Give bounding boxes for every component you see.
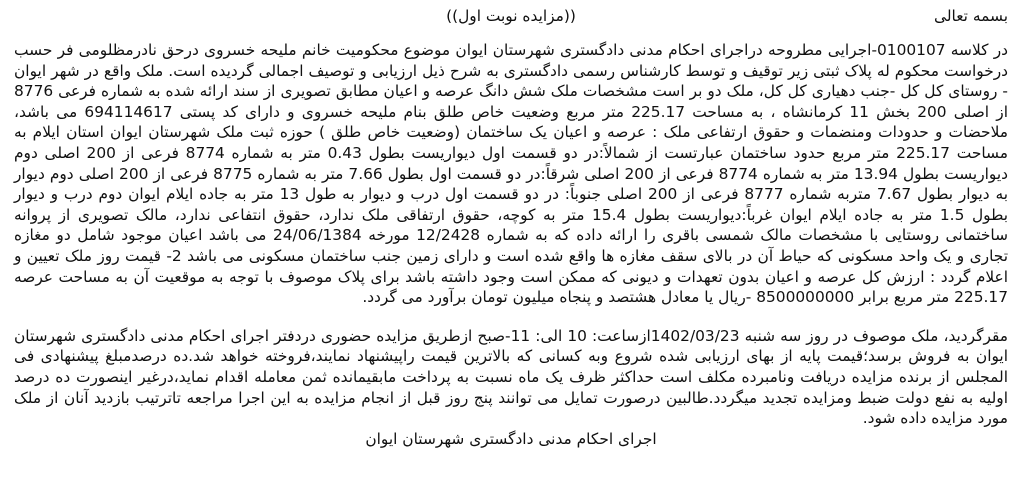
issuer-signature: اجرای احکام مدنی دادگستری شهرستان ایوان — [365, 429, 657, 448]
notice-header — [14, 6, 1008, 28]
property-description-paragraph: در کلاسه 0100107-اجرایی مطروحه دراجرای احکام مدنی دادگستری شهرستان ایوان موضوع محکومیت خانم ملیحه خسروی درحق نادرمظلومی فر حسب درخواست محکوم له پلاک ثبتی زیر توقیف و توسط کارشناس رسمی دادگستری به شرح ذیل ارزیابی و توصیف اجمالی گردیده است. ملک واقع در شهر ایوان - روستای کل کل -جنب دهیاری کل کل، ملک دو بر است مشخصات ملک شش دانگ عرصه و اعیان مطابق تصویری از سند ارائه شده به شماره فرعی 8776 از اصلی 200 بخش 11 کرمانشاه ، به مساحت 225.17 متر مربع وضعیت خاص طلق بنام ملیحه خسروی و دارای کد پستی 694114617 می باشد، ملاحضات و حدودات ومنضمات و حقوق ارتفاعی ملک : عرصه و اعیان یک ساختمان (وضعیت خاص طلق ) حوزه ثبت ملک شهرستان ایوان استان ایلام به مساحت 225.17 متر مربع حدود ساختمان عبارتست از شمالاً:در دو قسمت اول دیواریست بطول 0.43 متر به شماره 8774 فرعی از 200 اصلی دوم دیواریست بطول 13.94 متر به شماره 8774 فرعی از 200 اصلی شرقاً:در دو قسمت اول بطول 7.66 متر به شماره 8775 فرعی از 200 اصلی دوم دیوار به دیوار بطول 7.67 متربه شماره 8777 فرعی از 200 اصلی جنوباً: در دو قسمت اول درب و دیوار به طول 13 متر به جاده ایلام ایوان دوم درب و دیوار بطول 1.5 متر به جاده ایلام ایوان غرباً:دیواریست بطول 15.4 متر به کوچه، حقوق ارتفاقی ملک ندارد، حقوق انتفاعی ندارد، مالک تصویری از پروانه ساختمانی روستایی با مشخصات مالک شمسی باقری را ارائه داده که به شماره 12/2428 مورخه 24/06/1384 می باشد اعیان موجود شامل دو مغازه تجاری و یک واحد مسکونی که حیاط آن در بالای سقف مغازه ها واقع شده است و دارای زمین جنب ساختمان مسکونی می باشد 2- قیمت روز ملک تعیین و اعلام گردد : ارزش کل عرصه و اعیان بدون تعهدات و دیونی که ممکن است وجود داشته باشد برای پلاک موصوف با توجه به موقعیت آن به مساحت عرصه 225.17 متر مربع برابر 8500000000 -ریال یا معادل هشتصد و پنجاه میلیون تومان برآورد می گردد. — [14, 41, 1009, 307]
auction-terms-paragraph: مقرگردید، ملک موصوف در روز سه شنبه 1402/03/23ازساعت: 10 الی: 11-صبح ازطریق مزایده حضوری دردفتر اجرای احکام مدنی دادگستری شهرستان ایوان به فروش برسد؛قیمت پایه از بهای ارزیابی شده شروع وبه کسانی که بالاترین قیمت راپیشنهاد نمایند،فروخته خواهد شد.ده درصدمبلغ پیشنهادی فی المجلس از برنده مزایده دریافت ونامبرده مکلف است حداکثر ظرف یک ماه نسبت به پرداخت مابقیمانده ثمن معامله اقدام نماید،درغیر اینصورت ده درصد اولیه به نفع دولت ضبط ومزایده تجدید میگردد.طالبین درصورت تمایل می توانند پنج روز قبل از انجام مزایده به این اجرا مراجعه تاترتیب بازدید آنان از ملک مورد مزایده داده شود. — [14, 326, 1009, 428]
bismillah-heading: بسمه تعالی — [934, 7, 1008, 25]
auction-round-title: ((مزایده نوبت اول)) — [446, 7, 576, 25]
